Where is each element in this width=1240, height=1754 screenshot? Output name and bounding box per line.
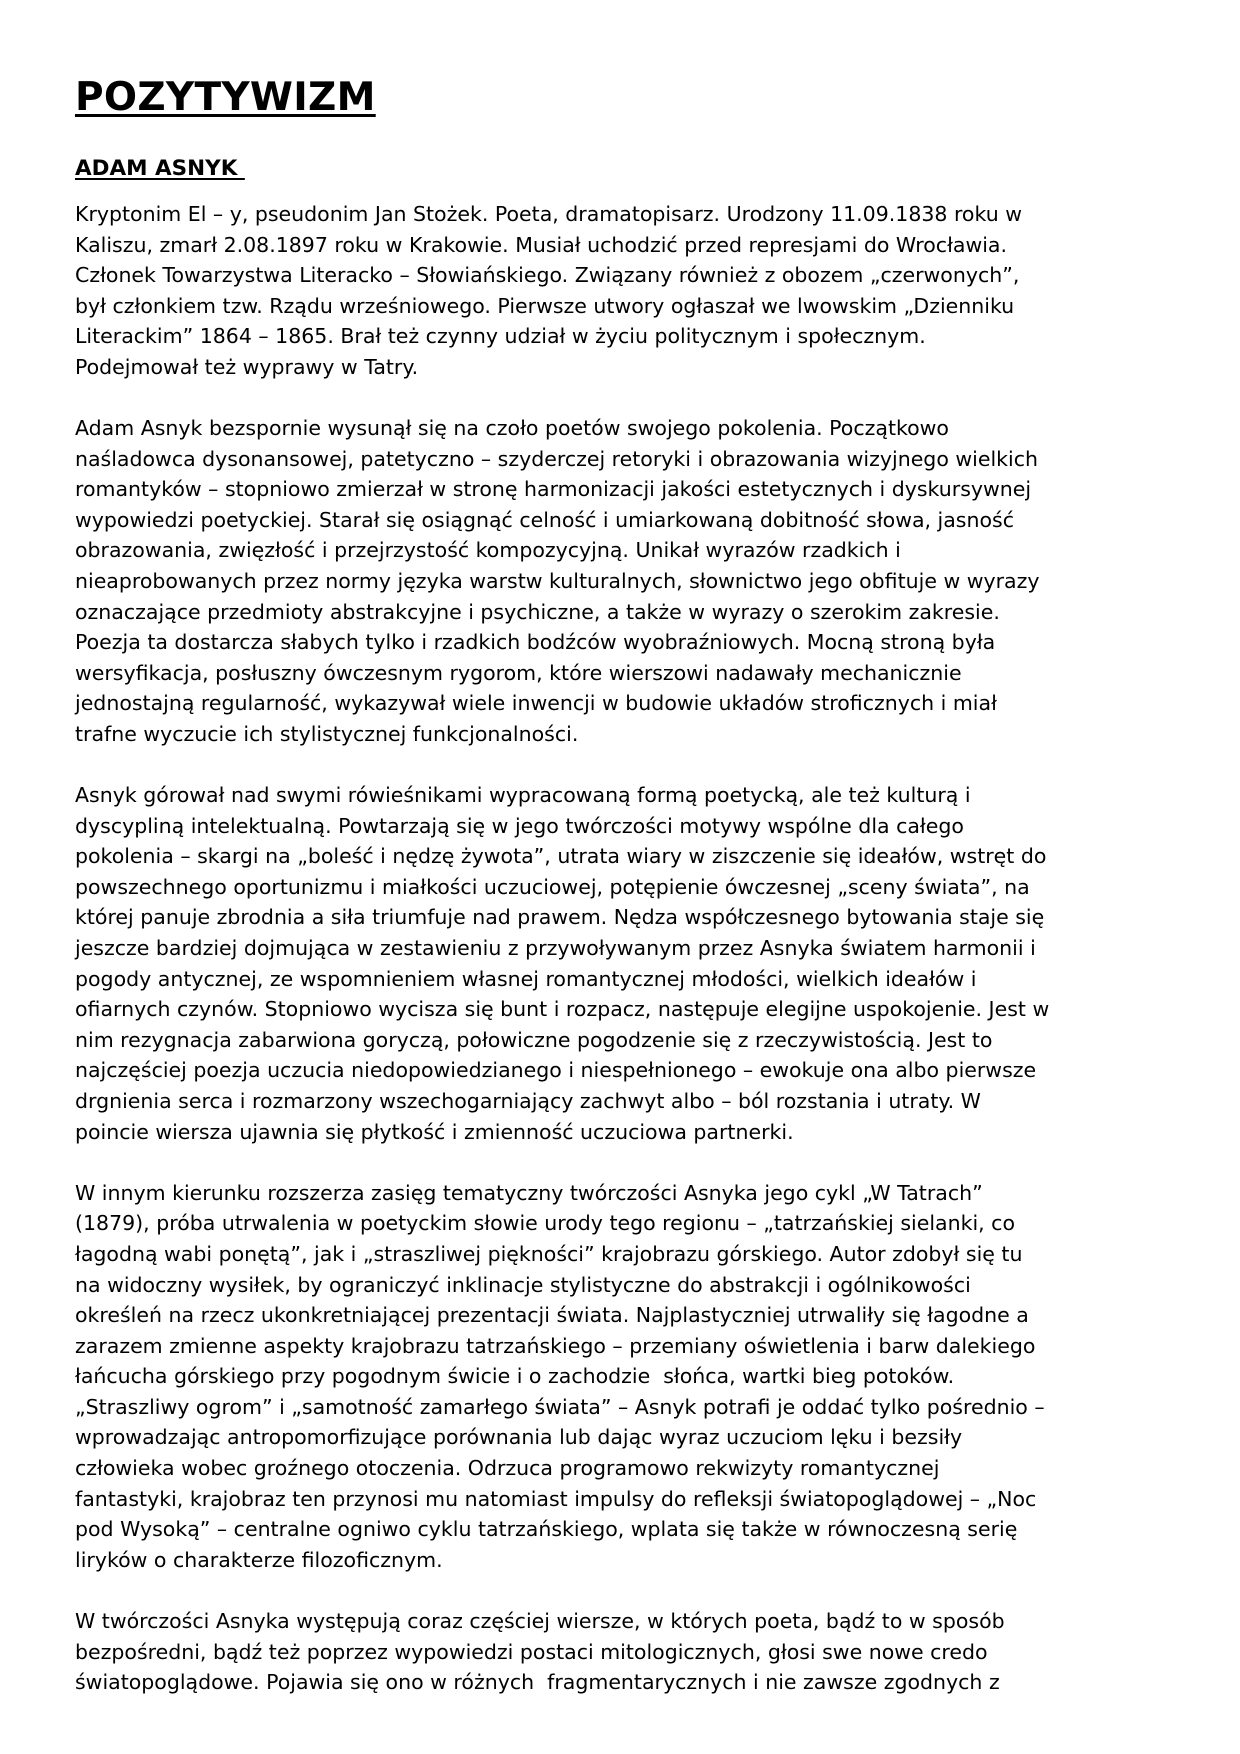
paragraph-line: romantyków – stopniowo zmierzał w stronę harmonizacji jakości estetycznych i dyskursywnej	[75, 477, 1032, 502]
paragraph-line: Literackim” 1864 – 1865. Brał też czynny udział w życiu politycznym i społecznym.	[75, 324, 926, 349]
paragraph-line: nim rezygnacja zabarwiona goryczą, połowiczne pogodzenie się z rzeczywistością. Jest to	[75, 1027, 993, 1052]
paragraph-line: Kaliszu, zmarł 2.08.1897 roku w Krakowie. Musiał uchodzić przed represjami do Wrocławia.	[75, 232, 1007, 257]
paragraph-line: wersyfikacja, posłuszny ówczesnym rygorom, które wierszowi nadawały mechanicznie	[75, 660, 962, 685]
paragraph-line: ofiarnych czynów. Stopniowo wycisza się bunt i rozpacz, następuje elegijne uspokojenie. Jest w	[75, 997, 1050, 1022]
document-content	[75, 74, 1165, 1728]
paragraph-line: określeń na rzecz ukonkretniającej prezentacji świata. Najplastyczniej utrwaliły się łagodne a	[75, 1303, 1029, 1328]
paragraph-line: pod Wysoką” – centralne ogniwo cyklu tatrzańskiego, wplata się także w równoczesną serię	[75, 1517, 1018, 1542]
body-paragraph	[75, 780, 1165, 1147]
paragraph-line: powszechnego oportunizmu i miałkości uczuciowej, potępienie ówczesnej „sceny świata”, na	[75, 874, 1030, 899]
body-paragraph	[75, 199, 1165, 383]
body-paragraph	[75, 1178, 1165, 1576]
paragraph-line: W innym kierunku rozszerza zasięg tematyczny twórczości Asnyka jego cykl „W Tatrach”	[75, 1180, 983, 1205]
paragraph-line: był członkiem tzw. Rządu wrześniowego. Pierwsze utwory ogłaszał we lwowskim „Dzienniku	[75, 293, 1015, 318]
paragraph-line: dyscypliną intelektualną. Powtarzają się w jego twórczości motywy wspólne dla całego	[75, 813, 964, 838]
paragraph-line: bezpośredni, bądź też poprzez wypowiedzi postaci mitologicznych, głosi swe nowe credo	[75, 1639, 988, 1664]
paragraph-line: trafne wyczucie ich stylistycznej funkcjonalności.	[75, 722, 579, 746]
paragraph-line: drgnienia serca i rozmarzony wszechogarniający zachwyt albo – ból rozstania i utraty. W	[75, 1089, 981, 1114]
paragraph-line: W twórczości Asnyka występują coraz częściej wiersze, w których poeta, bądź to w sposób	[75, 1608, 1005, 1633]
paragraph-list	[75, 199, 1165, 1698]
body-paragraph	[75, 1606, 1165, 1698]
paragraph-line: zarazem zmienne aspekty krajobrazu tatrzańskiego – przemiany oświetlenia i barw dalekiego	[75, 1333, 1036, 1358]
paragraph-line: jeszcze bardziej dojmująca w zestawieniu z przywoływanym przez Asnyka światem harmonii i	[75, 936, 1036, 961]
paragraph-line: człowieka wobec groźnego otoczenia. Odrzuca programowo rekwizyty romantycznej	[75, 1456, 940, 1481]
paragraph-line: liryków o charakterze filozoficznym.	[75, 1547, 443, 1572]
section-heading: ADAM ASNYK	[75, 156, 245, 181]
paragraph-line: najczęściej poezja uczucia niedopowiedzianego i niespełnionego – ewokuje ona albo pierwsze	[75, 1058, 1037, 1083]
paragraph-line: Poezja ta dostarcza słabych tylko i rzadkich bodźców wyobraźniowych. Mocną stroną była	[75, 630, 996, 655]
body-paragraph	[75, 413, 1165, 750]
paragraph-line: „Straszliwy ogrom” i „samotność zamarłego świata” – Asnyk potrafi je oddać tylko pośrednio –	[75, 1394, 1045, 1419]
paragraph-line: wprowadzając antropomorfizujące porównania lub dając wyraz uczuciom lęku i bezsiły	[75, 1425, 963, 1450]
paragraph-line: Asnyk górował nad swymi rówieśnikami wypracowaną formą poetycką, ale też kulturą i	[75, 783, 971, 808]
paragraph-line: naśladowca dysonansowej, patetyczno – szyderczej retoryki i obrazowania wizyjnego wielkich	[75, 446, 1038, 471]
paragraph-line: oznaczające przedmioty abstrakcyjne i psychiczne, a także w wyrazy o szerokim zakresie.	[75, 599, 1000, 624]
paragraph-line: poincie wiersza ujawnia się płytkość i zmienność uczuciowa partnerki.	[75, 1119, 794, 1144]
paragraph-line: (1879), próba utrwalenia w poetyckim słowie urody tego regionu – „tatrzańskiej sielanki, co	[75, 1211, 1015, 1236]
paragraph-line: obrazowania, zwięzłość i przejrzystość kompozycyjną. Unikał wyrazów rzadkich i	[75, 538, 901, 563]
paragraph-line: Podejmował też wyprawy w Tatry.	[75, 354, 419, 379]
paragraph-line: wypowiedzi poetyckiej. Starał się osiągnąć celność i umiarkowaną dobitność słowa, jasność	[75, 507, 1014, 532]
paragraph-line: jednostajną regularność, wykazywał wiele inwencji w budowie układów stroficznych i miał	[75, 691, 997, 716]
paragraph-line: łagodną wabi ponętą”, jak i „straszliwej piękności” krajobrazu górskiego. Autor zdobył się tu	[75, 1241, 1023, 1266]
paragraph-line: fantastyki, krajobraz ten przynosi mu natomiast impulsy do refleksji światopoglądowej – „Noc	[75, 1486, 1037, 1511]
paragraph-line: łańcucha górskiego przy pogodnym świcie i o zachodzie słońca, wartki bieg potoków.	[75, 1364, 955, 1389]
paragraph-line: na widoczny wysiłek, by ograniczyć inklinacje stylistyczne do abstrakcji i ogólnikowości	[75, 1272, 971, 1297]
paragraph-line: światopoglądowe. Pojawia się ono w różnych fragmentarycznych i nie zawsze zgodnych z	[75, 1670, 1000, 1695]
paragraph-line: Kryptonim El – y, pseudonim Jan Stożek. Poeta, dramatopisarz. Urodzony 11.09.1838 roku w	[75, 202, 1022, 226]
paragraph-line: Członek Towarzystwa Literacko – Słowiańskiego. Związany również z obozem „czerwonych”,	[75, 263, 1020, 288]
document-title: POZYTYWIZM	[75, 75, 376, 120]
paragraph-line: pogody antycznej, ze wspomnieniem własnej romantycznej młodości, wielkich ideałów i	[75, 966, 977, 991]
paragraph-line: pokolenia – skargi na „boleść i nędzę żywota”, utrata wiary w ziszczenie się ideałów, wstręt do	[75, 844, 1047, 869]
paragraph-line: nieaprobowanych przez normy języka warstw kulturalnych, słownictwo jego obfituje w wyrazy	[75, 569, 1040, 594]
paragraph-line: której panuje zbrodnia a siła triumfuje nad prawem. Nędza współczesnego bytowania staje się	[75, 905, 1045, 930]
paragraph-line: Adam Asnyk bezspornie wysunął się na czoło poetów swojego pokolenia. Początkowo	[75, 416, 949, 441]
